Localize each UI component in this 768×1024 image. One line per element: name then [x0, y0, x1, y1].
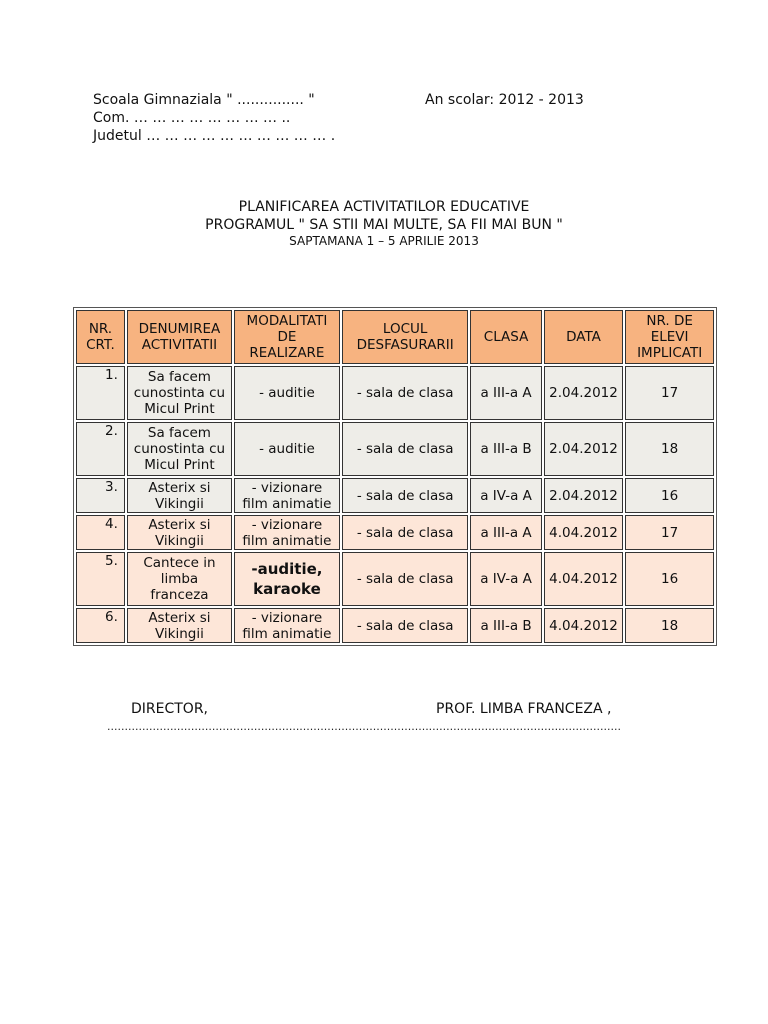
activities-table — [73, 307, 717, 646]
row-data: 4.04.2012 — [544, 608, 624, 643]
prof-label: PROF. LIMBA FRANCEZA , — [436, 701, 612, 717]
row-data: 2.04.2012 — [544, 366, 624, 420]
col-header-loc: LOCUL DESFASURARII — [342, 310, 468, 364]
director-label: DIRECTOR, — [131, 701, 209, 717]
row-clasa: a III-a A — [470, 515, 541, 550]
row-activitate: Cantece in limba franceza — [127, 552, 232, 606]
row-nr: 6. — [76, 608, 125, 643]
row-modalitate: - vizionare film animatie — [234, 515, 340, 550]
row-clasa: a III-a A — [470, 366, 541, 420]
judet-line: Judetul … … … … … … … … … … . — [93, 128, 336, 144]
row-loc: - sala de clasa — [342, 478, 468, 513]
row-elevi: 16 — [625, 552, 714, 606]
row-nr: 3. — [76, 478, 125, 513]
row-activitate: Sa facem cunostinta cu Micul Print — [127, 366, 232, 420]
row-elevi: 16 — [625, 478, 714, 513]
table-row — [76, 608, 714, 643]
row-clasa: a IV-a A — [470, 478, 541, 513]
program-title: PROGRAMUL " SA STII MAI MULTE, SA FII MAI BUN " — [205, 217, 563, 233]
col-header-clasa: CLASA — [470, 310, 541, 364]
table-row — [76, 366, 714, 420]
row-elevi: 18 — [625, 422, 714, 476]
row-nr: 2. — [76, 422, 125, 476]
row-nr: 1. — [76, 366, 125, 420]
row-nr: 5. — [76, 552, 125, 606]
col-header-nr: NR. CRT. — [76, 310, 125, 364]
row-loc: - sala de clasa — [342, 608, 468, 643]
row-loc: - sala de clasa — [342, 422, 468, 476]
row-nr: 4. — [76, 515, 125, 550]
row-activitate: Asterix si Vikingii — [127, 515, 232, 550]
com-line: Com. … … … … … … … … .. — [93, 110, 291, 126]
col-header-modalitati: MODALITATI DE REALIZARE — [234, 310, 340, 364]
col-header-activitate: DENUMIREA ACTIVITATII — [127, 310, 232, 364]
row-activitate: Asterix si Vikingii — [127, 478, 232, 513]
row-loc: - sala de clasa — [342, 366, 468, 420]
col-header-elevi: NR. DE ELEVI IMPLICATI — [625, 310, 714, 364]
row-elevi: 18 — [625, 608, 714, 643]
document-title: PLANIFICAREA ACTIVITATILOR EDUCATIVE — [238, 199, 530, 215]
table-row — [76, 552, 714, 606]
row-elevi: 17 — [625, 366, 714, 420]
school-year: An scolar: 2012 - 2013 — [425, 92, 584, 108]
row-clasa: a IV-a A — [470, 552, 541, 606]
week-subtitle: SAPTAMANA 1 – 5 APRILIE 2013 — [289, 234, 479, 248]
row-modalitate: - vizionare film animatie — [234, 608, 340, 643]
row-clasa: a III-a B — [470, 608, 541, 643]
row-loc: - sala de clasa — [342, 552, 468, 606]
row-modalitate: - auditie — [234, 366, 340, 420]
row-activitate: Asterix si Vikingii — [127, 608, 232, 643]
table-row — [76, 515, 714, 550]
table-row — [76, 478, 714, 513]
row-data: 2.04.2012 — [544, 422, 624, 476]
school-line: Scoala Gimnaziala " ............... " — [93, 92, 315, 108]
row-data: 2.04.2012 — [544, 478, 624, 513]
table-row — [76, 422, 714, 476]
row-data: 4.04.2012 — [544, 515, 624, 550]
signature-dotted-line: ................................................................................................................................................... — [107, 720, 621, 733]
row-modalitate: - vizionare film animatie — [234, 478, 340, 513]
table-header-row — [76, 310, 714, 364]
row-modalitate: - auditie — [234, 422, 340, 476]
row-activitate: Sa facem cunostinta cu Micul Print — [127, 422, 232, 476]
row-loc: - sala de clasa — [342, 515, 468, 550]
row-modalitate: -auditie, karaoke — [234, 552, 340, 606]
row-data: 4.04.2012 — [544, 552, 624, 606]
col-header-data: DATA — [544, 310, 624, 364]
row-elevi: 17 — [625, 515, 714, 550]
row-clasa: a III-a B — [470, 422, 541, 476]
